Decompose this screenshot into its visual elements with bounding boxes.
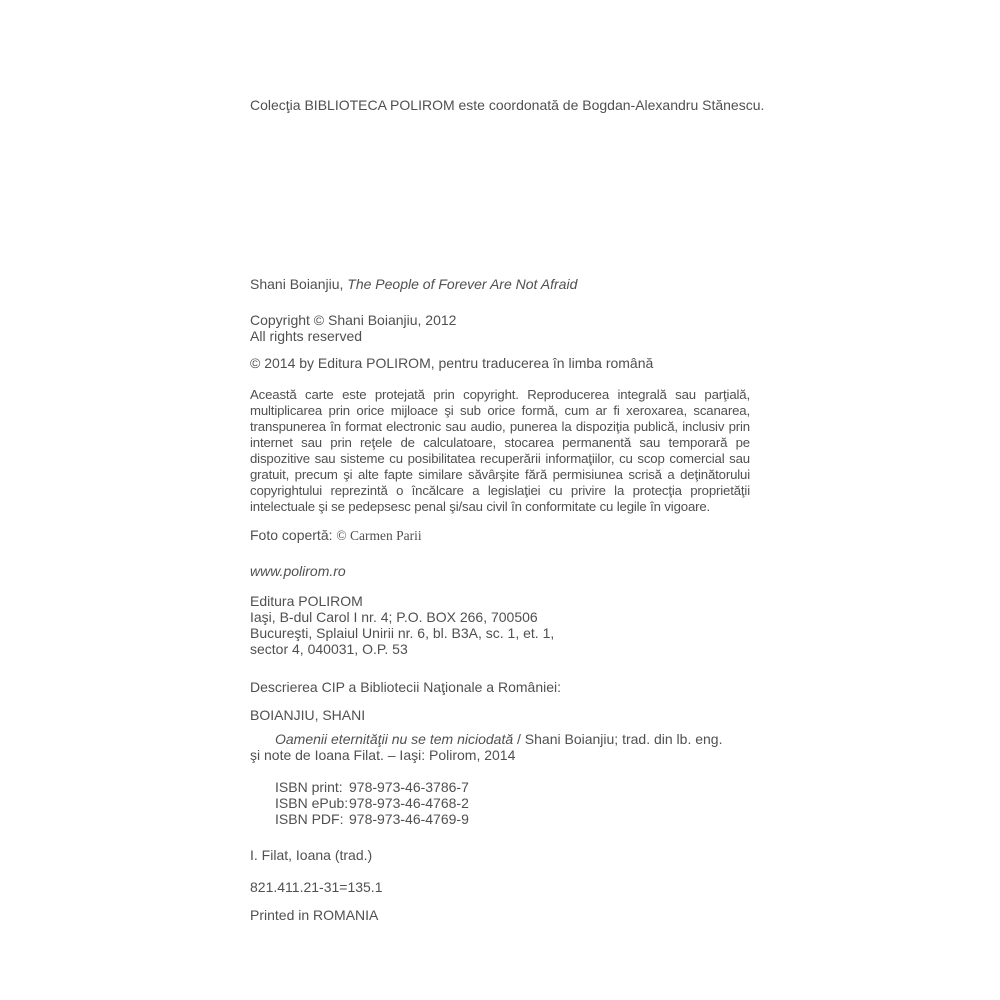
publisher-address-iasi: Iaşi, B-dul Carol I nr. 4; P.O. BOX 266, 700506 xyxy=(250,609,538,625)
isbn-pdf-label: ISBN PDF: xyxy=(275,811,344,827)
cip-translator-line: şi note de Ioana Filat. – Iaşi: Polirom, 2014 xyxy=(250,747,516,763)
isbn-print-value: 978-973-46-3786-7 xyxy=(349,779,469,795)
isbn-print-line xyxy=(275,779,469,795)
isbn-epub-line xyxy=(275,795,469,811)
cover-credit-label: Foto copertă: xyxy=(250,527,337,543)
publisher-name: Editura POLIROM xyxy=(250,593,363,609)
publisher-address-block xyxy=(250,593,554,657)
rights-reserved-line: All rights reserved xyxy=(250,328,363,344)
legal-paragraph: Această carte este protejată prin copyright. Reproducerea integrală sau parţială, multiplicarea prin orice mijloace şi sub orice formă, cum ar fi xeroxarea, scanarea, transpunerea în format electronic sau audio, punerea la dispoziţia publică, inclusiv prin internet sau prin reţele de calculatoare, stocarea permanentă sau temporară pe dispozitive sau sisteme cu posibilitatea recuperării informaţiilor, cu scop comercial sau gratuit, precum şi alte fapte similare săvârşite fără permisiunea scrisă a deţinătorului copyrightului reprezintă o încălcare a legislaţiei cu privire la protecţia proprietăţii intelectuale şi se pedepsesc penal şi/sau civil în conformitate cu legile în vigoare. xyxy=(250,387,750,514)
translator-entry: I. Filat, Ioana (trad.) xyxy=(250,847,373,863)
copyright-line: Copyright © Shani Boianjiu, 2012 xyxy=(250,312,457,328)
udc-number: 821.411.21-31=135.1 xyxy=(250,879,383,895)
printed-in-note: Printed in ROMANIA xyxy=(250,907,379,923)
original-title: The People of Forever Are Not Afraid xyxy=(347,276,578,292)
author-name: Shani Boianjiu, xyxy=(250,276,348,292)
isbn-epub-label: ISBN ePub: xyxy=(275,795,349,811)
translation-copyright: © 2014 by Editura POLIROM, pentru traducerea în limba română xyxy=(250,355,654,371)
publisher-address-sector: sector 4, 040031, O.P. 53 xyxy=(250,641,408,657)
cover-photo-credit xyxy=(250,527,422,544)
isbn-pdf-value: 978-973-46-4769-9 xyxy=(349,811,469,827)
cip-entry xyxy=(250,731,722,763)
original-title-line xyxy=(250,276,577,292)
isbn-pdf-line xyxy=(275,811,469,827)
cip-author: BOIANJIU, SHANI xyxy=(250,707,366,723)
cip-title-line xyxy=(250,731,722,747)
cip-title-rest: / Shani Boianjiu; trad. din lb. eng. xyxy=(513,731,723,747)
copyright-block xyxy=(250,312,456,344)
isbn-epub-value: 978-973-46-4768-2 xyxy=(349,795,469,811)
cover-credit-value: © Carmen Parii xyxy=(336,528,422,543)
cip-title-italic: Oamenii eternităţii nu se tem niciodată xyxy=(275,731,514,747)
isbn-print-label: ISBN print: xyxy=(275,779,343,795)
isbn-block xyxy=(275,779,469,827)
collection-note: Colecţia BIBLIOTECA POLIROM este coordonată de Bogdan-Alexandru Stănescu. xyxy=(250,97,765,113)
publisher-address-bucuresti: Bucureşti, Splaiul Unirii nr. 6, bl. B3A, sc. 1, et. 1, xyxy=(250,625,555,641)
cip-heading: Descrierea CIP a Bibliotecii Naţionale a României: xyxy=(250,679,562,695)
publisher-website: www.polirom.ro xyxy=(250,563,346,579)
